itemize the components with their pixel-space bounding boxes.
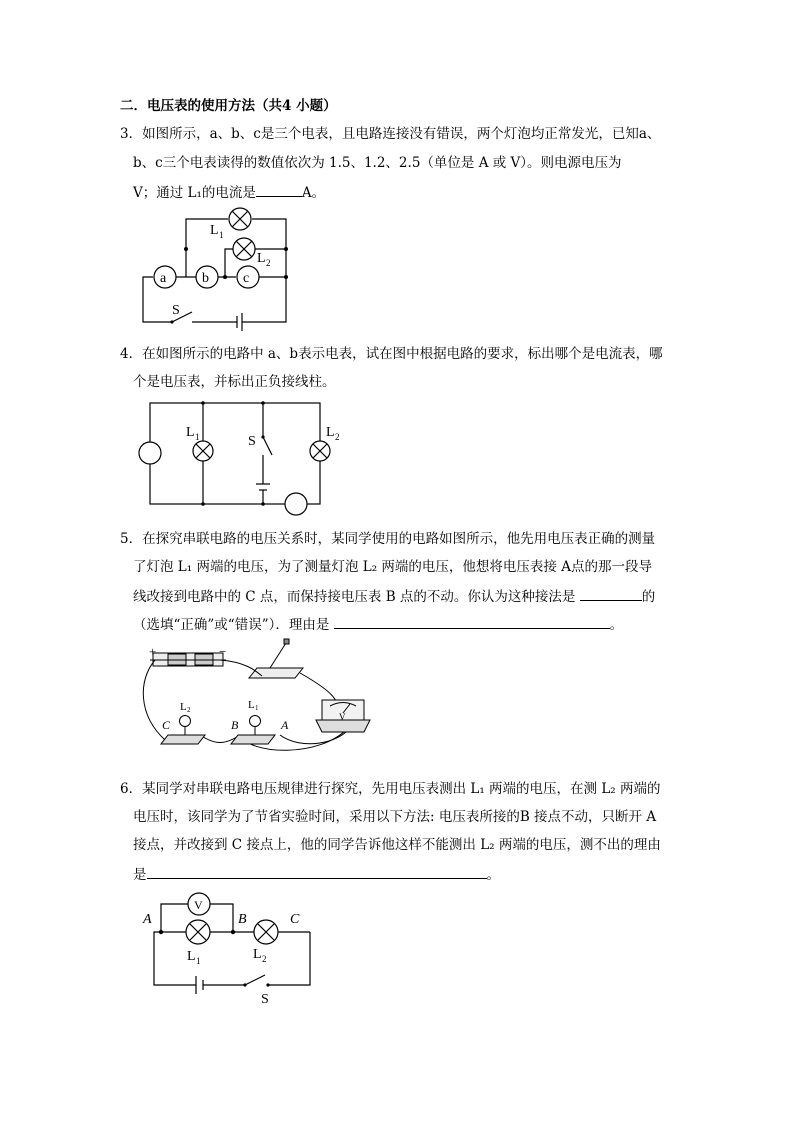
q6-line-4-text: 是 [133,867,147,883]
q4-switch-label: S [248,434,256,449]
q4-line-1: 4．在如图所示的电路中 a、b表示电表，试在图中根据电路的要求，标出哪个是电流表，哪 [120,346,663,362]
q5-voltmeter-label: V [339,712,346,722]
q5-point-A: A [281,718,289,732]
q6-line-3: 接点，并改接到 C 接点上，他的同学告诉他这样不能测出 L₂ 两端的电压，测不出的理由 [133,837,661,853]
q6-L1-label: L [187,949,196,964]
section-title: 二．电压表的使用方法（共4 小题） [120,98,337,114]
q6-L2-label: L [253,947,262,962]
q5-point-C: C [162,718,171,732]
q6-point-C: C [290,912,300,927]
q3-meter-a-label: a [160,271,167,286]
q6-switch-label: S [261,992,269,1007]
q6-L1-sub: 1 [196,956,201,966]
q5-line-2: 了灯泡 L₁ 两端的电压，为了测量灯泡 L₂ 两端的电压，他想将电压表接 A点的那一段导 [133,559,652,575]
q6-point-B: B [238,912,247,927]
q4-line-2: 个是电压表，并标出正负接线柱。 [133,374,336,390]
q3-L2-sub: 2 [266,258,271,268]
q6-point-A: A [143,912,152,927]
q3-line-3-text: V；通过 L₁的电流是 [133,185,256,201]
q5-line-3-end: 的 [641,589,656,605]
q5-battery-plus: + [149,644,157,659]
q4-L2-sub: 2 [335,432,340,442]
q3-L2-label: L [257,251,266,266]
q4-L2-label: L [326,425,335,440]
q3-L1-sub: 1 [219,230,224,240]
q4-L1-label: L [186,425,195,440]
q6-L2-sub: 2 [262,954,267,964]
q3-meter-c-label: c [243,271,250,286]
q6-line-1: 6．某同学对串联电路电压规律进行探究，先用电压表测出 L₁ 两端的电压，在测 L₂ 两端的 [120,781,661,797]
q3-line-1: 3．如图所示，a、b、c是三个电表，且电路连接没有错误，两个灯泡均正常发光，已知a、 [120,126,661,142]
q5-line-1: 5．在探究串联电路的电压关系时，某同学使用的电路如图所示，他先用电压表正确的测量 [120,531,656,547]
q6-line-2: 电压时，该同学为了节省实验时间，采用以下方法: 电压表所接的B 接点不动，只断开 A [133,809,657,825]
q5-L2-sub: 2 [187,706,191,714]
q3-line-2: b、c三个电表读得的数值依次为 1.5、1.2、2.5（单位是 A 或 V）。则电源电压为 [133,155,622,171]
q5-L2-label: L [180,701,187,713]
q3-switch-label: S [172,303,180,318]
q5-line-4-end: 。 [609,617,624,633]
q5-line-3-text: 线改接到电路中的 C 点，而保持接电压表 B 点的不动。你认为这种接法是 [133,589,576,605]
q5-point-B: B [231,718,239,732]
q5-line-4-text: （选填“正确”或“错误”）．理由是 [133,617,330,633]
q3-meter-b-label: b [202,271,209,286]
q5-battery-minus: − [219,644,227,659]
q6-line-4-end: 。 [486,867,500,883]
q3-line-3-end: A。 [301,185,326,201]
q6-voltmeter-label: V [194,898,203,912]
q5-L1-sub: 1 [255,704,259,712]
q5-L1-label: L [248,699,255,711]
q4-L1-sub: 1 [195,432,200,442]
q3-L1-label: L [210,223,219,238]
